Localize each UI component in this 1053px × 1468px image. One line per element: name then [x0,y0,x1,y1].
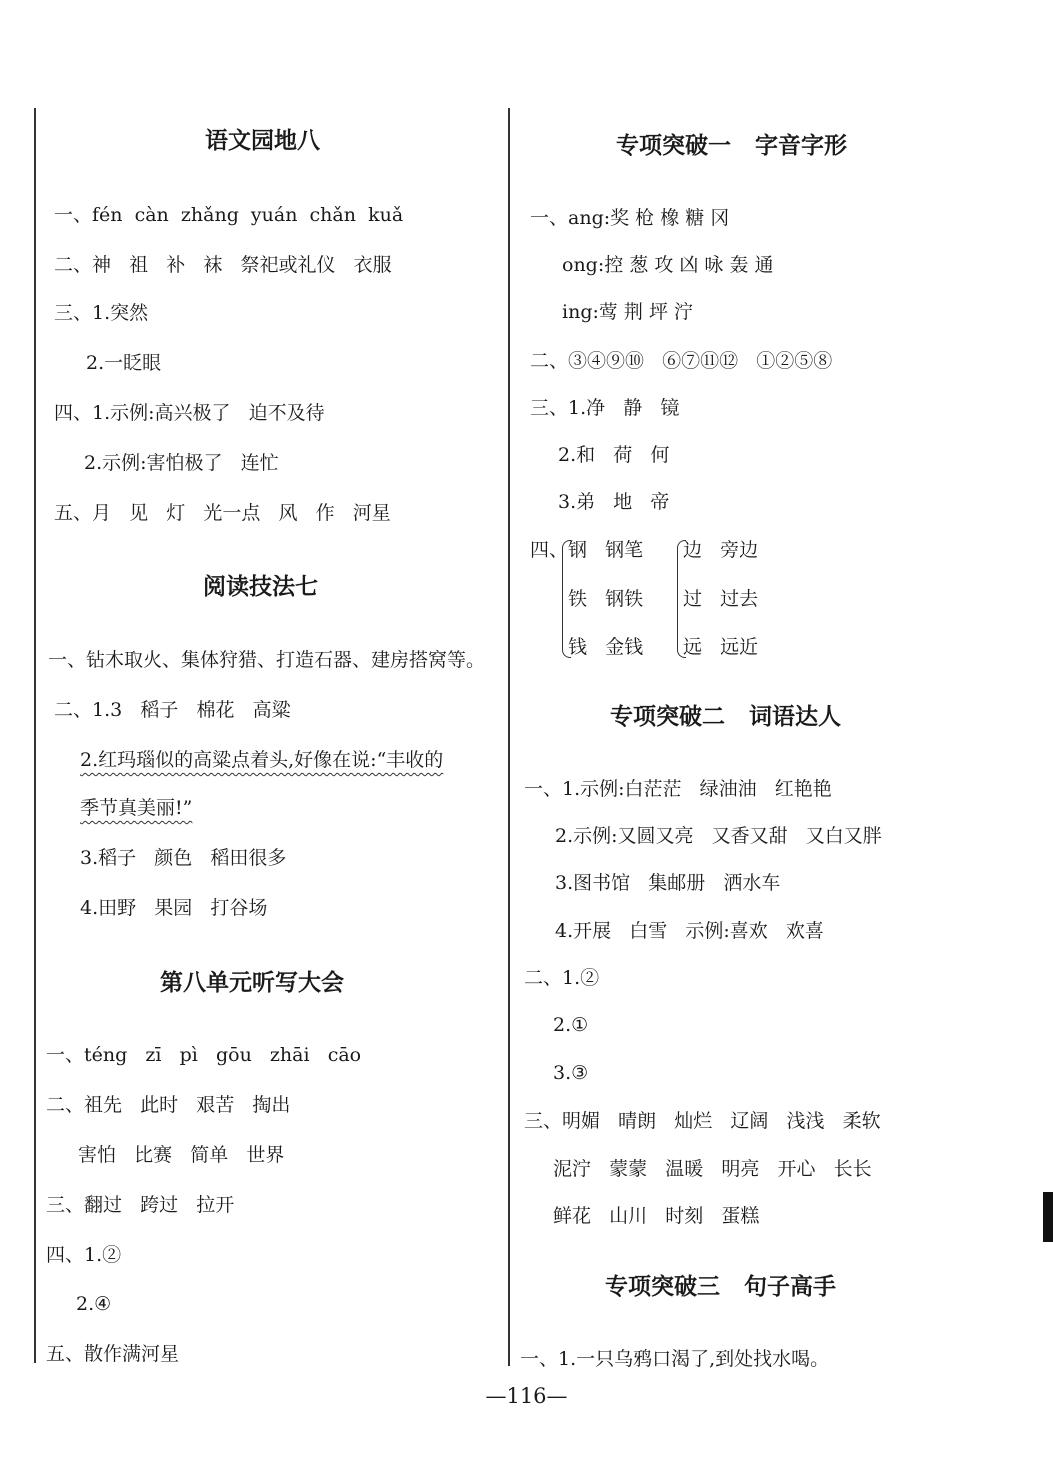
answer-line: 二、1.3 稻子 棉花 高粱 [54,699,291,721]
section-title: 语文园地八 [205,128,320,154]
underlined-answer: 2.红玛瑙似的高粱点着头,好像在说:“丰收的 [80,749,444,771]
answer-line: 五、月 见 灯 光一点 风 作 河星 [54,502,391,524]
section-title: 专项突破三 句子高手 [605,1274,837,1300]
page-number: —116— [485,1384,568,1408]
answer-line: 钱 金钱 [568,636,644,658]
answer-line: 五、散作满河星 [46,1343,180,1365]
answer-line: 2.和 荷 何 [558,444,670,466]
answer-line: 三、明媚 晴朗 灿烂 辽阔 浅浅 柔软 [524,1110,881,1132]
center-column-rule [508,108,510,1366]
section-title: 阅读技法七 [203,574,318,600]
answer-line: 一、钻木取火、集体狩猎、打造石器、建房搭窝等。 [48,649,486,671]
scan-edge-mark [1043,1192,1053,1242]
answer-line: 二、祖先 此时 艰苦 掏出 [46,1094,291,1116]
answer-line: 3.③ [553,1062,589,1084]
answer-line: 3.稻子 颜色 稻田很多 [80,847,287,869]
answer-line: 一、1.一只乌鸦口渴了,到处找水喝。 [520,1348,830,1370]
answer-line: 害怕 比赛 简单 世界 [78,1144,285,1166]
answer-line: 2.① [553,1014,589,1036]
left-margin-rule [34,108,36,1363]
answer-line: 远 远近 [683,636,759,658]
answer-line: 一、ang:奖 枪 橡 糖 冈 [530,207,730,229]
answer-line: 4.开展 白雪 示例:喜欢 欢喜 [555,920,824,942]
answer-line: 四、1.示例:高兴极了 迫不及待 [54,402,325,424]
answer-line: 一、téng zī pì gōu zhāi cāo [46,1044,362,1066]
answer-line: 一、1.示例:白茫茫 绿油油 红艳艳 [524,778,832,800]
answer-line: 2.④ [76,1293,112,1315]
answer-line: 泥泞 蒙蒙 温暖 明亮 开心 长长 [553,1158,872,1180]
answer-line: 三、翻过 跨过 拉开 [46,1194,235,1216]
answer-line: 三、1.突然 [54,302,149,324]
answer-line: 二、1.② [524,967,600,989]
answer-line: 二、③④⑨⑩ ⑥⑦⑪⑫ ①②⑤⑧ [530,350,833,372]
section-title: 第八单元听写大会 [160,970,344,996]
answer-line: ong:控 葱 攻 凶 咏 轰 通 [562,254,774,276]
answer-line: 2.示例:又圆又亮 又香又甜 又白又胖 [555,825,882,847]
answer-line: 四、1.② [46,1244,122,1266]
answer-line: 2.一眨眼 [86,352,162,374]
answer-line: 三、1.净 静 镜 [530,397,680,419]
answer-line: 2.示例:害怕极了 连忙 [84,452,279,474]
answer-line: 3.弟 地 帝 [558,491,670,513]
answer-line: 钢 钢笔 [568,539,644,561]
section-title: 专项突破二 词语达人 [610,704,842,730]
answer-line: 鲜花 山川 时刻 蛋糕 [553,1205,760,1227]
answer-line: 3.图书馆 集邮册 洒水车 [555,872,781,894]
answer-line: 铁 钢铁 [568,588,644,610]
underlined-answer: 季节真美丽!” [80,797,193,819]
question-label: 四、 [530,539,569,561]
answer-line: 二、神 祖 补 袜 祭祀或礼仪 衣服 [54,254,392,276]
answer-line: ing:莺 荆 坪 泞 [562,301,693,323]
answer-line: 边 旁边 [683,539,759,561]
answer-line: 4.田野 果园 打谷场 [80,897,268,919]
answer-line: 过 过去 [683,588,759,610]
section-title: 专项突破一 字音字形 [616,133,848,159]
answer-line: 一、fén càn zhǎng yuán chǎn kuǎ [54,204,404,226]
